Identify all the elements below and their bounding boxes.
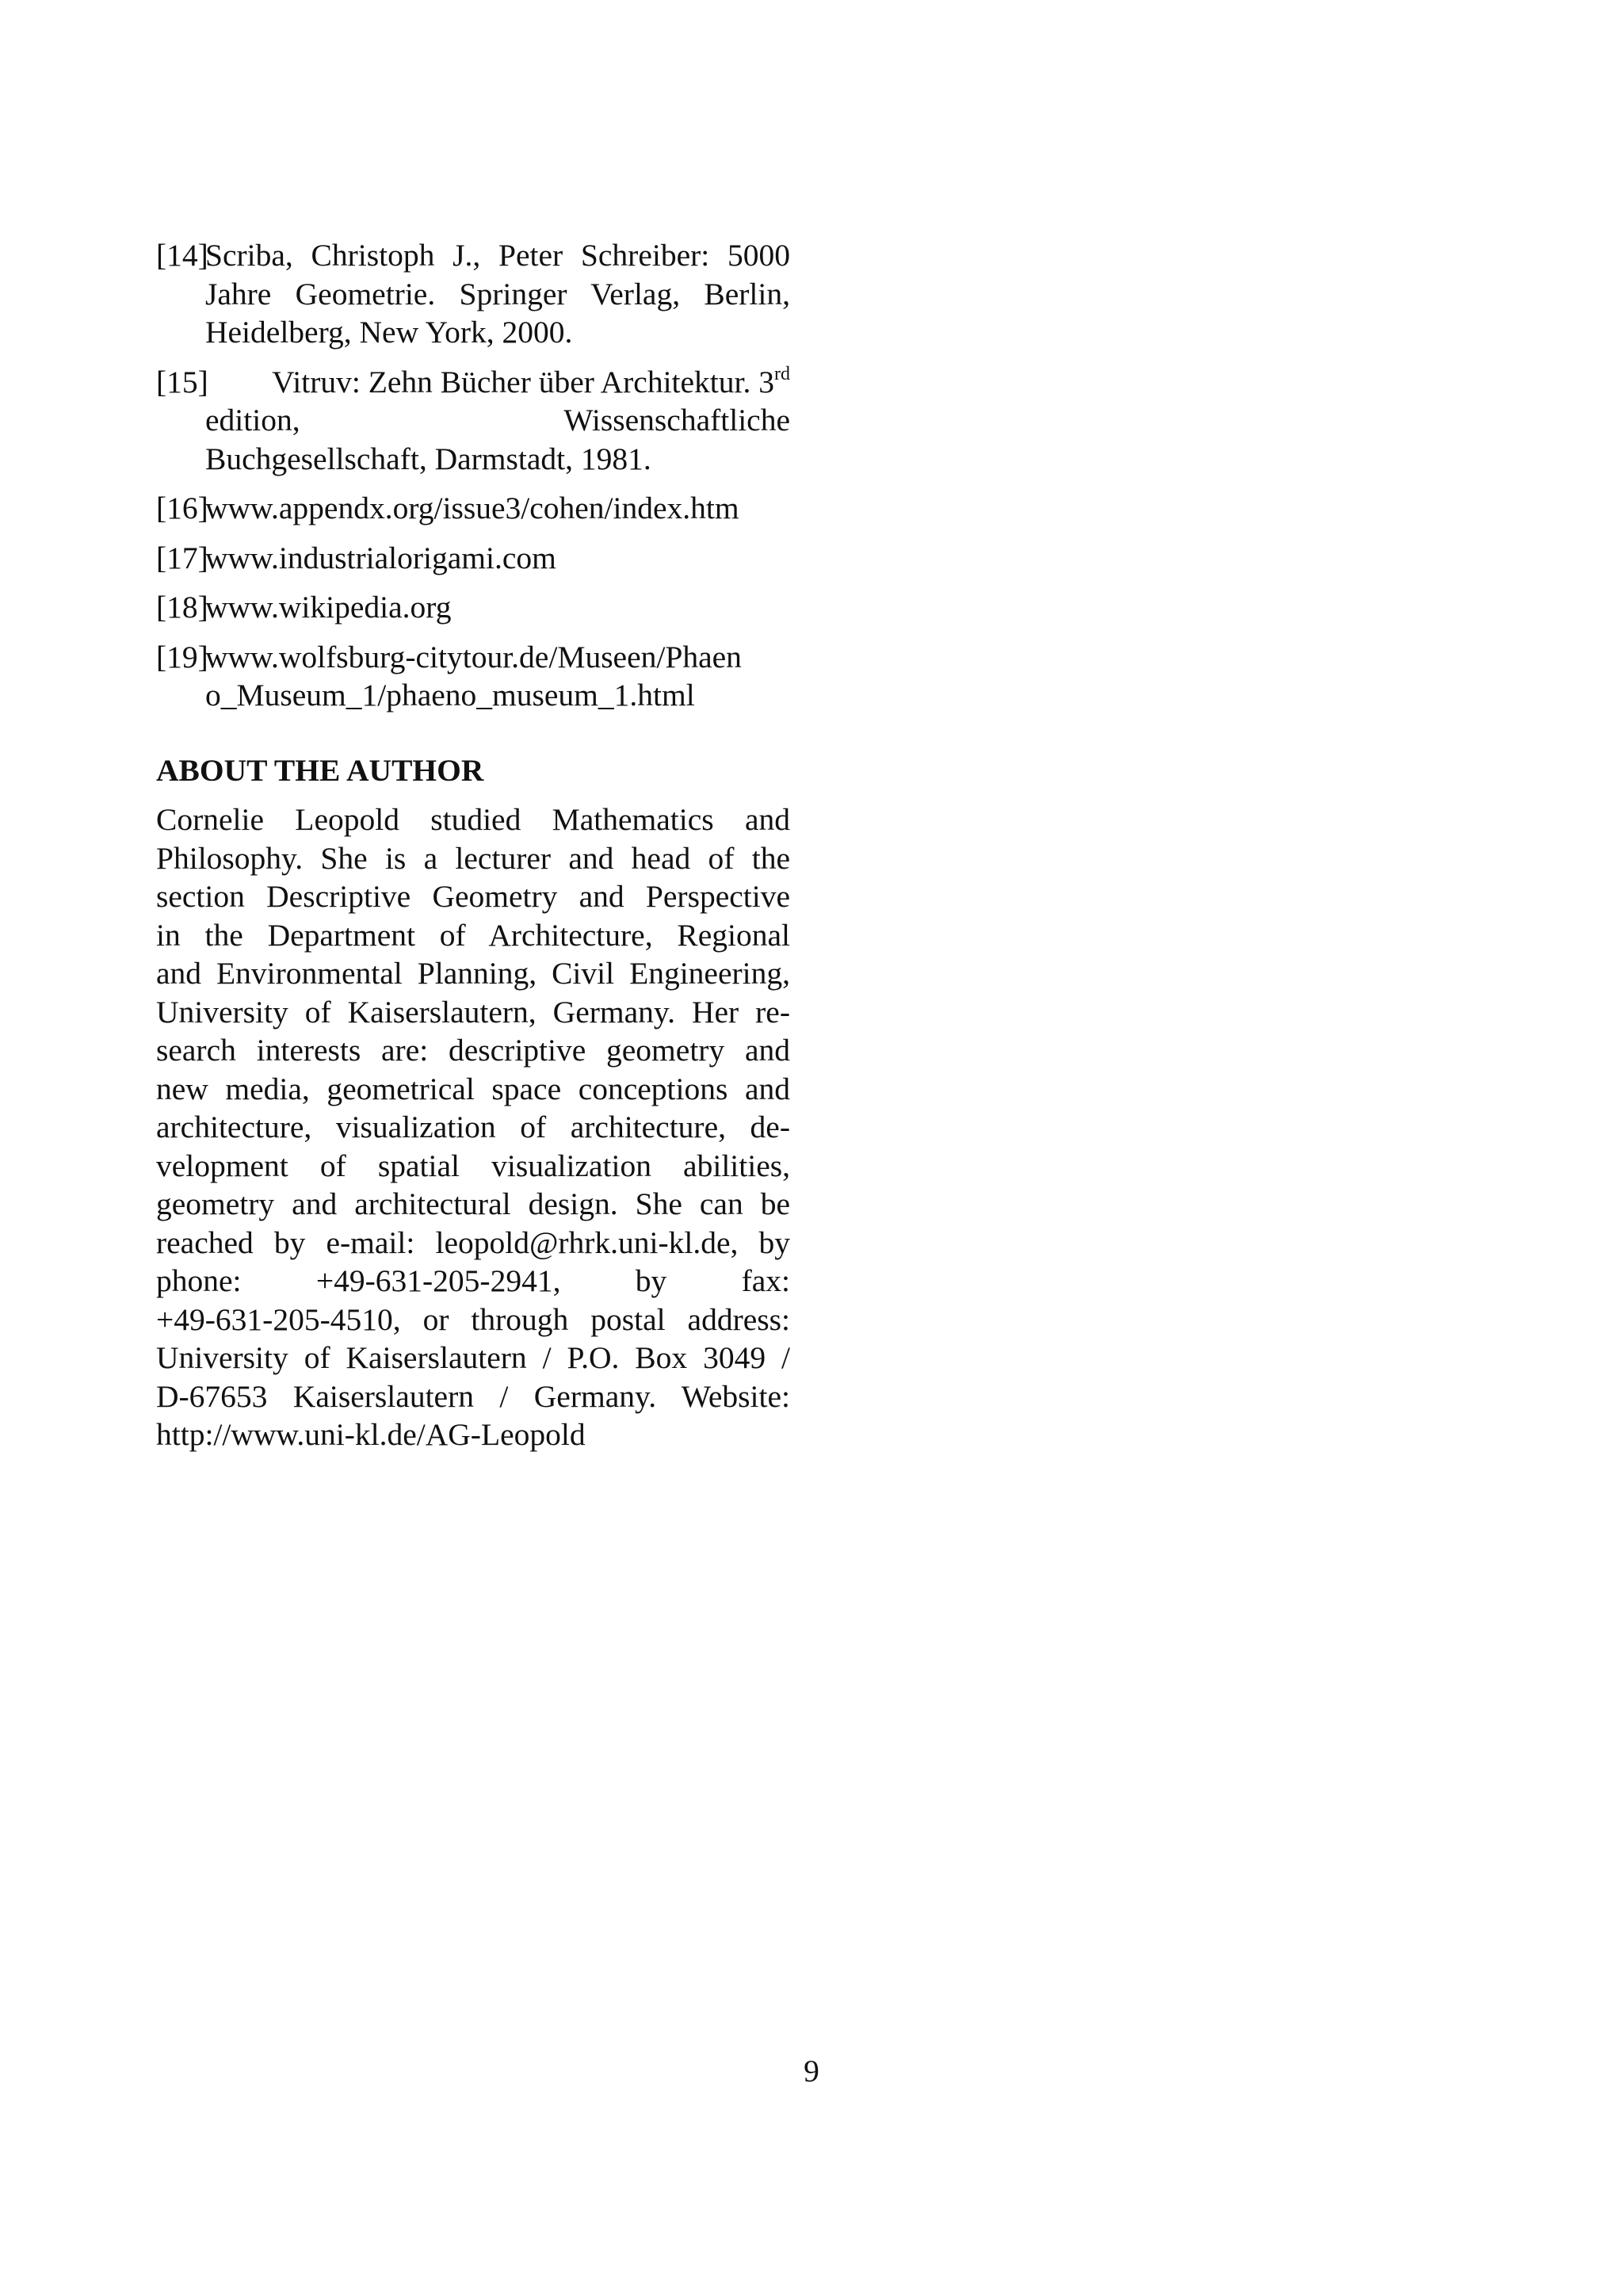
bio-line: Cornelie Leopold studied Mathematics and [156, 802, 790, 837]
reference-line: Heidelberg, New York, 2000. [205, 315, 573, 350]
reference-number: [15] [156, 364, 208, 399]
reference-line: Scriba, Christoph J., Peter Schreiber: 5000 [205, 238, 790, 273]
bio-line: geometry and architectural design. She can be [156, 1186, 790, 1221]
reference-list [156, 236, 790, 715]
bio-line: and Environmental Planning, Civil Engineering, [156, 956, 790, 991]
bio-line: velopment of spatial visualization abilities, [156, 1148, 790, 1183]
reference-line: Jahre Geometrie. Springer Verlag, Berlin, [205, 276, 790, 311]
author-bio [156, 800, 790, 1454]
superscript: rd [774, 363, 790, 384]
section-heading: ABOUT THE AUTHOR [156, 752, 484, 788]
reference-number: [14] [156, 238, 208, 273]
reference-link[interactable]: www.wolfsburg-citytour.de/Museen/Phaen [205, 639, 742, 674]
reference-line [205, 401, 790, 440]
bio-line: University of Kaiserslautern, Germany. Her re- [156, 994, 790, 1030]
bio-line: Philosophy. She is a lecturer and head of the [156, 840, 790, 876]
bio-line: D-67653 Kaiserslautern / Germany. Website: [156, 1378, 790, 1414]
bio-line: section Descriptive Geometry and Perspective [156, 879, 790, 914]
page-number: 9 [804, 2053, 819, 2088]
reference-15 [156, 363, 790, 479]
reference-link[interactable]: www.wikipedia.org [205, 590, 452, 625]
reference-17 [156, 539, 790, 578]
reference-number: [19] [156, 639, 208, 674]
reference-number: [16] [156, 491, 208, 525]
bio-line: +49-631-205-4510, or through postal address: [156, 1301, 790, 1337]
text-column [156, 236, 790, 1454]
reference-link[interactable]: www.appendx.org/issue3/cohen/index.htm [205, 491, 739, 525]
bio-line: University of Kaiserslautern / P.O. Box 3049 / [156, 1340, 790, 1375]
reference-number: [18] [156, 590, 208, 625]
reference-link[interactable]: www.industrialorigami.com [205, 540, 556, 575]
reference-18 [156, 588, 790, 627]
reference-text: Wissenschaftliche [563, 403, 790, 437]
reference-number: [17] [156, 540, 208, 575]
bio-line: search interests are: descriptive geometry and [156, 1033, 790, 1068]
reference-16 [156, 489, 790, 528]
reference-line: Buchgesellschaft, Darmstadt, 1981. [205, 441, 651, 476]
reference-14 [156, 236, 790, 352]
bio-line: new media, geometrical space conceptions and [156, 1071, 790, 1106]
bio-line: phone: +49-631-205-2941, by fax: [156, 1263, 790, 1298]
bio-line: reached by e-mail: leopold@rhrk.uni-kl.de, by [156, 1224, 790, 1260]
reference-text: Vitruv: Zehn Bücher über Architektur. 3 [272, 364, 774, 399]
reference-19 [156, 638, 790, 715]
reference-link[interactable]: o_Museum_1/phaeno_museum_1.html [205, 678, 695, 712]
bio-line: http://www.uni-kl.de/AG-Leopold [156, 1417, 586, 1452]
reference-text: edition, [205, 403, 300, 437]
reference-line [205, 363, 790, 402]
bio-line: in the Department of Architecture, Regional [156, 917, 790, 953]
bio-line: architecture, visualization of architecture, de- [156, 1110, 790, 1144]
